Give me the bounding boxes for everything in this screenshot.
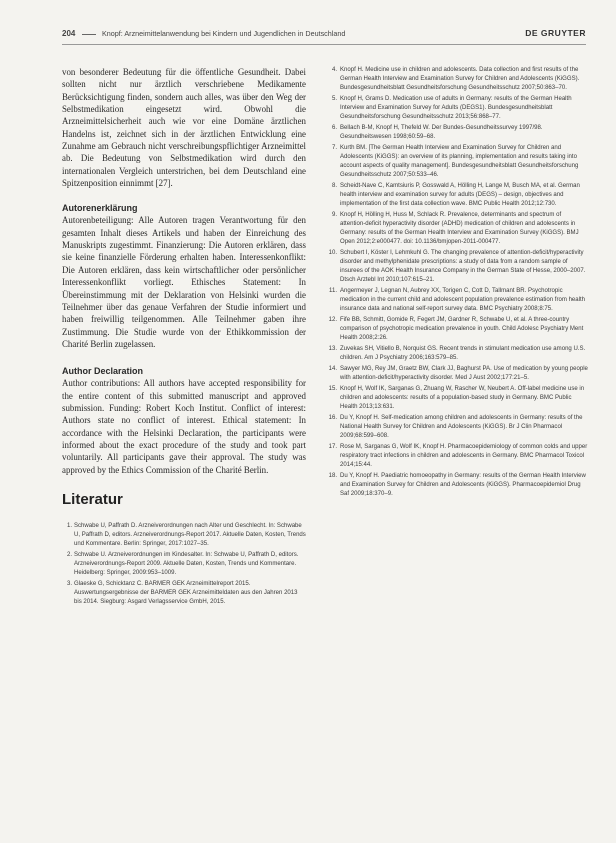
reference-list-right <box>326 66 588 499</box>
autorenerklaerung-heading: Autorenerklärung <box>62 203 138 214</box>
reference-list-left <box>62 522 306 607</box>
reference-item: 12 . Fife BB, Schmitt, Gomide R, Fegert JM, Gardner R, Schwabe U, et al. A three-country comparison of psychotropic medication prevalence in youth. Child Adolesc Psychiatry Ment Health 2008;2:26. <box>326 316 588 343</box>
reference-item: 11 . Angermeyer J, Legnan N, Aubrey XX, Torigen C, Cott D, Tallmant BR. Psychotropic medication in the current child and adolescent population prevalence estimation from health insurance data and national self-report survey data. BMC Psychiatry 2008;8:75. <box>326 287 588 314</box>
right-column <box>326 66 588 501</box>
reference-item: 16 . Du Y, Knopf H. Self-medication among children and adolescents in Germany: results of the National Health Survey for Children and Adolescents (KiGGS). Br J Clin Pharmacol 2009;68:599–608. <box>326 414 588 441</box>
reference-item: 7 . Kurth BM. [The German Health Interview and Examination Survey for Children and Adolescents (KiGGS): an overview of its planning, implementation and results taking into account aspects of quality management]. Bundesgesundheitsblatt Gesundheitsforschung Gesundheitsschutz 2007;50:533–46. <box>326 144 588 180</box>
reference-item: 17 . Rose M, Sarganas G, Wolf IK, Knopf H. Pharmacoepidemiology of common colds and upper respiratory tract infections in children and adolescents in Germany. BMC Pharmacol Toxicol 2014;15:44. <box>326 443 588 470</box>
reference-item: 5 . Knopf H, Grams D. Medication use of adults in Germany: results of the German Health Interview and Examination Survey for Adults (DEGS1). Bundesgesundheitsblatt Gesundheitsforschung Gesundheitsschutz 2013;56:868–77. <box>326 95 588 122</box>
reference-item: 15 . Knopf H, Wolf IK, Sarganas G, Zhuang W, Rascher W, Neubert A. Off-label medicine use in children and adolescents: results of a population-based study in Germany. BMC Public Health 2013;13:631. <box>326 385 588 412</box>
publisher-name: DE GRUYTER <box>525 28 586 38</box>
reference-item: 6 . Bellach B-M, Knopf H, Thefeld W. Der Bundes-Gesundheitssurvey 1997/98. Gesundheitswesen 1998;60:59–68. <box>326 124 588 142</box>
header-dash <box>82 34 96 35</box>
author-declaration-heading: Author Declaration <box>62 366 144 377</box>
page-number: 204 <box>62 29 76 38</box>
reference-item: 13 . Zuvekas SH, Vitiello B, Norquist GS. Recent trends in stimulant medication use among U.S. children. Am J Psychiatry 2006;163:579–85. <box>326 345 588 363</box>
left-column <box>62 66 306 609</box>
reference-item: 18 . Du Y, Knopf H. Paediatric homoeopathy in Germany: results of the German Health Interview and Examination Survey for Children and Adolescents (KiGGS). Pharmacoepidemiol Drug Saf 2009;18:370–9. <box>326 472 588 499</box>
reference-item: 2 . Schwabe U. Arzneiverordnungen im Kindesalter. In: Schwabe U, Paffrath D, editors. Arzneiverordnungs-Report 2009. Aktuelle Daten, Kosten, Trends und Kommentare. Heidelberg: Springer, 2009:953–1009. <box>62 551 306 578</box>
reference-item: 1 . Schwabe U, Paffrath D. Arzneiverordnungen nach Alter und Geschlecht. In: Schwabe U, Paffrath D, editors. Arzneiverordnungs-Report 2017. Aktuelle Daten, Kosten, Trends und Kommentare. Berlin: Springer, 2017:1027–35. <box>62 522 306 549</box>
running-title: Knopf: Arzneimittelanwendung bei Kindern und Jugendlichen in Deutschland <box>102 29 346 38</box>
header-rule <box>62 44 586 45</box>
reference-item: 10 . Schubert I, Köster I, Lehmkuhl G. The changing prevalence of attention-deficit/hyperactivity disorder and methylphenidate prescriptions: a study of data from a random sample of insurees of the AOK Health Insurance Company in the German State of Hesse, 2000–2007. Dtsch Arztebl Int 2010;107:615–21. <box>326 249 588 285</box>
reference-item: 4 . Knopf H. Medicine use in children and adolescents. Data collection and first results of the German Health Interview and Examination Survey for Children and Adolescents (KiGGS). Bundesgesundheitsblatt Gesundheitsforschung Gesundheitsschutz 2007;50:863–70. <box>326 66 588 93</box>
autorenerklaerung-text: Autorenbeteiligung: Alle Autoren tragen Verantwortung für den gesamten Inhalt dieses Artikels und haben der Einreichung des Manuskripts zugestimmt. Finanzierung: Die Autoren erklären, dass sie keine finanzielle Förderung erhalten haben. Interessenkonflikt: Die Autoren erklären, dass kein wirtschaftlicher oder persönlicher Interessenkonflikt vorliegt. Ethisches Statement: In Übereinstimmung mit der Deklaration von Helsinki wurden die Teilnehmer über das genaue Verfahren der Studie informiert und haben freiwillig teilgenommen. Alle Teilnehmer gaben ihre Zustimmung. Die Studie wurde von der Ethikkommission der Charité Berlin zugelassen. <box>62 215 306 349</box>
literatur-heading: Literatur <box>62 490 123 508</box>
author-declaration-text: Author contributions: All authors have accepted responsibility for the entire content of this submitted manuscript and approved submission. Funding: Robert Koch Institut. Conflict of interest: Authors state no conflict of interest. Ethical statement: In accordance with the Helsinki Declaration, the participants were informed about the exact procedure of the study and took part voluntarily. All participants gave their approval. The study was approved by the Ethics Commission of the Charité Berlin. <box>62 378 306 475</box>
reference-item: 8 . Scheidt-Nave C, Kamtsiuris P, Gosswald A, Hölling H, Lange M, Busch MA, et al. German health interview and examination survey for adults (DEGS) – design, objectives and implementation of the first data collection wave. BMC Public Health 2012;12:730. <box>326 182 588 209</box>
running-header <box>62 28 586 42</box>
reference-item: 14 . Sawyer MG, Rey JM, Graetz BW, Clark JJ, Baghurst PA. Use of medication by young people with attention-deficit/hyperactivity disorder. Med J Aust 2002;177:21–5. <box>326 365 588 383</box>
intro-paragraph: von besonderer Bedeutung für die öffentliche Gesundheit. Dabei sollten nicht nur ärztlich verschriebene Medikamente Berücksichtigung finden, sondern auch alles, was über den Weg der Selbstmedikation eingesetzt wird. Obwohl die Arzneimittelsicherheit auch wie vor eine Domäne ärztlichen Handelns ist, zeichnet sich in der ärztlichen Entwicklung eine Zunahme am Gebrauch nicht verschreibungspflichtiger Arzneimittel ab. Die Bedeutung von Selbstmedikation wird durch den internationalen Vergleich unterstrichen, bei dem Deutschland eine Spitzenposition einnimmt [27]. <box>62 67 306 189</box>
reference-item: 9 . Knopf H, Hölling H, Huss M, Schlack R. Prevalence, determinants and spectrum of attention-deficit hyperactivity disorder (ADHD) medication of children and adolescents in Germany: results of the German Health Interview and Examination Survey (KiGGS). BMJ Open 2012;2:e000477. doi: 10.1136/bmjopen-2011-000477. <box>326 211 588 247</box>
reference-item: 3 . Glaeske G, Schicktanz C. BARMER GEK Arzneimittelreport 2015. Auswertungsergebnisse der BARMER GEK Arzneimitteldaten aus den Jahren 2013 bis 2014. Siegburg: Asgard Verlagsservice GmbH, 2015. <box>62 580 306 607</box>
